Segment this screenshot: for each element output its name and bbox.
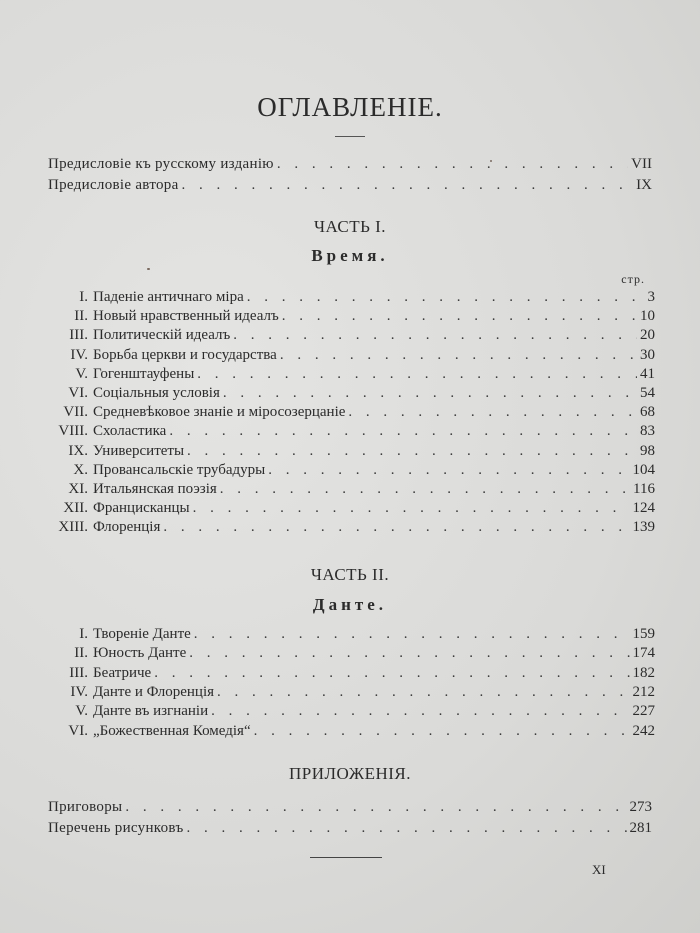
toc-entry-page: 139	[632, 519, 655, 536]
toc-entry-label: „Божественная Комедiя“	[93, 722, 251, 739]
leader-dots	[187, 441, 637, 461]
toc-entry-page: 10	[640, 308, 655, 325]
toc-entry-page: 227	[632, 703, 655, 720]
title-divider	[335, 136, 365, 137]
toc-entry	[45, 287, 655, 307]
toc-entry-page: 124	[632, 500, 655, 517]
toc-entry-page: 281	[629, 820, 652, 836]
toc-entry-number: I.	[79, 626, 88, 642]
page-column-label: стр.	[621, 272, 645, 286]
toc-entry-label: Предисловiе къ русскому изданiю	[48, 156, 274, 172]
toc-entry-label: Данте и Флоренцiя	[93, 683, 215, 700]
toc-entry-number: VI.	[68, 385, 88, 401]
toc-entry-number: V.	[75, 703, 88, 720]
toc-entry-page: 273	[629, 799, 652, 815]
toc-entry-label: Соцiальныя условiя	[93, 385, 220, 401]
leader-dots	[169, 421, 637, 441]
toc-entry-label: Университеты	[93, 442, 185, 459]
page-title: ОГЛАВЛЕНIЕ.	[257, 92, 443, 122]
leader-dots	[217, 682, 629, 702]
toc-entry	[45, 325, 655, 345]
toc-entry-page: 212	[632, 683, 655, 700]
toc-entry-page: 98	[640, 442, 655, 459]
page-number: XI	[592, 862, 606, 877]
toc-entry-page: 174	[632, 645, 655, 662]
toc-entry-label: Беатриче	[93, 664, 152, 681]
toc-entry-label: Францисканцы	[93, 500, 190, 517]
leader-dots	[247, 287, 638, 307]
toc-entry-number: XIII.	[58, 519, 88, 536]
toc-entry-preface-russian	[48, 154, 652, 174]
toc-entry-page: 116	[633, 481, 655, 497]
toc-entry-number: XI.	[68, 481, 88, 497]
toc-entry-number: IX.	[68, 442, 88, 459]
toc-entry-label: Юность Данте	[93, 645, 187, 662]
part1-heading: ЧАСТЬ I.	[313, 217, 387, 236]
toc-entry-label: Итальянская поэзiя	[93, 481, 217, 497]
toc-entry-number: V.	[75, 365, 88, 382]
toc-entry	[45, 345, 655, 365]
toc-entry-page: 159	[632, 626, 655, 642]
toc-entry	[45, 441, 655, 461]
appendix-heading: ПРИЛОЖЕНIЯ.	[288, 764, 412, 783]
toc-entry	[45, 383, 655, 403]
toc-entry-number: IV.	[70, 683, 88, 700]
toc-entry-number: X.	[73, 461, 88, 478]
leader-dots	[197, 364, 637, 384]
leader-dots	[189, 643, 629, 663]
toc-entry-number: III.	[69, 664, 88, 681]
toc-entry-page: 83	[640, 423, 655, 440]
leader-dots	[280, 345, 637, 365]
toc-entry-label: Приговоры	[48, 799, 123, 815]
leader-dots	[125, 797, 626, 817]
toc-entry-label: Новый нравственный идеалъ	[93, 308, 279, 325]
toc-entry-label: Гогенштауфены	[93, 365, 195, 382]
paper-speck	[490, 160, 492, 162]
toc-entry	[45, 701, 655, 721]
leader-dots	[220, 479, 630, 499]
toc-entry-number: VIII.	[58, 423, 88, 440]
leader-dots	[254, 721, 630, 741]
toc-entry-page: 20	[640, 327, 655, 344]
toc-entry	[45, 663, 655, 683]
toc-entry-label: Паденiе античнаго мiра	[93, 289, 244, 305]
toc-entry-label: Средневѣковое знанiе и мiросозерцанiе	[93, 404, 346, 421]
toc-entry-page: IX	[636, 177, 652, 193]
leader-dots	[187, 818, 627, 838]
toc-entry-appendix-verdicts	[48, 797, 652, 817]
toc-entry	[45, 721, 655, 741]
leader-dots	[223, 383, 637, 403]
leader-dots	[268, 460, 629, 480]
toc-entry	[45, 479, 655, 499]
leader-dots	[277, 154, 628, 174]
leader-dots	[233, 325, 637, 345]
toc-entry	[45, 517, 655, 537]
paper-speck	[147, 268, 150, 270]
toc-entry-number: III.	[69, 327, 88, 344]
leader-dots	[194, 624, 630, 644]
leader-dots	[348, 402, 637, 422]
toc-entry	[45, 682, 655, 702]
toc-entry-number: VI.	[68, 722, 88, 739]
toc-entry-page: 41	[640, 365, 655, 382]
toc-entry	[45, 643, 655, 663]
leader-dots	[282, 306, 637, 326]
toc-entry-page: 104	[632, 461, 655, 478]
toc-entry-label: Творенiе Данте	[93, 626, 191, 642]
toc-entry	[45, 624, 655, 644]
toc-entry-label: Борьба церкви и государства	[93, 346, 277, 363]
part1-subtitle: Время.	[311, 246, 389, 265]
toc-entry-label: Флоренцiя	[93, 519, 161, 536]
toc-entry-number: II.	[74, 308, 88, 325]
toc-entry-number: VII.	[63, 404, 88, 421]
toc-entry-number: IV.	[70, 346, 88, 363]
bottom-divider	[310, 857, 382, 858]
toc-entry-appendix-illustrations	[48, 818, 652, 838]
toc-entry-label: Схоластика	[93, 423, 167, 440]
toc-entry-number: XII.	[63, 500, 88, 517]
leader-dots	[211, 701, 629, 721]
toc-entry	[45, 421, 655, 441]
toc-entry-label: Данте въ изгнанiи	[93, 703, 209, 720]
leader-dots	[154, 663, 629, 683]
part2-heading: ЧАСТЬ II.	[310, 565, 390, 584]
toc-entry-number: I.	[79, 289, 88, 305]
toc-entry-page: VII	[631, 156, 652, 172]
toc-entry-label: Предисловiе автора	[48, 177, 179, 193]
toc-entry	[45, 460, 655, 480]
toc-entry-page: 3	[647, 289, 655, 305]
toc-entry-page: 182	[632, 664, 655, 681]
leader-dots	[163, 517, 629, 537]
toc-entry-label: Провансальскiе трубадуры	[93, 461, 266, 478]
toc-entry	[45, 306, 655, 326]
toc-entry-preface-author	[48, 175, 652, 195]
toc-entry-label: Перечень рисунковъ	[48, 820, 184, 836]
toc-entry	[45, 364, 655, 384]
toc-entry-page: 68	[640, 404, 655, 421]
leader-dots	[193, 498, 630, 518]
leader-dots	[182, 175, 634, 195]
toc-entry-page: 30	[640, 346, 655, 363]
toc-entry-page: 242	[632, 722, 655, 739]
toc-entry-page: 54	[640, 385, 655, 401]
toc-entry	[45, 402, 655, 422]
toc-entry	[45, 498, 655, 518]
toc-entry-label: Политическiй идеалъ	[93, 327, 231, 344]
part2-subtitle: Данте.	[312, 595, 388, 614]
toc-entry-number: II.	[74, 645, 88, 662]
